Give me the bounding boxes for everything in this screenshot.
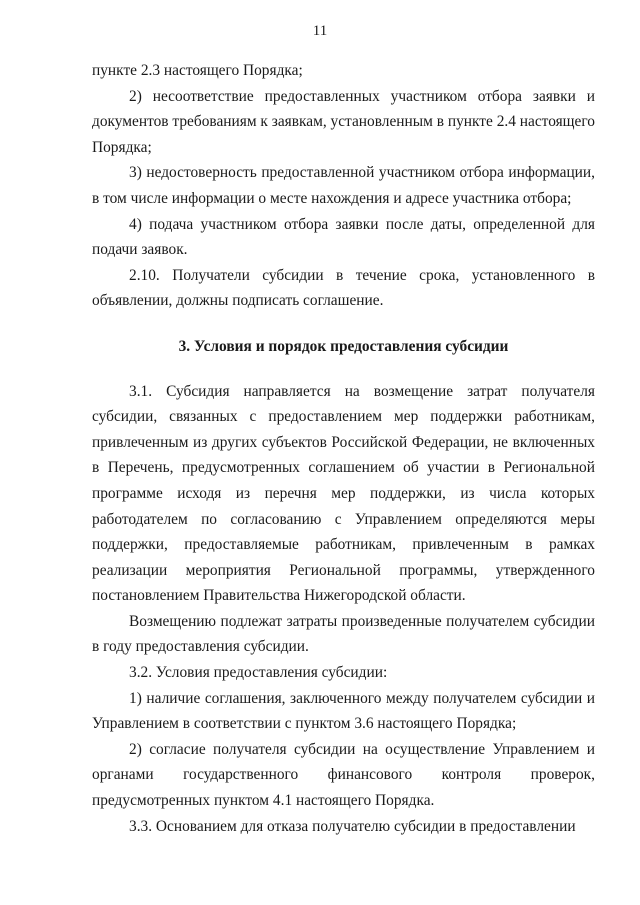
- paragraph: 3.2. Условия предоставления субсидии:: [129, 664, 388, 682]
- paragraph: 4) подача участником отбора заявки после даты, определенной для подачи заявок.: [92, 215, 595, 259]
- paragraph: пункте 2.3 настоящего Порядка;: [92, 62, 303, 79]
- paragraph: Возмещению подлежат затраты произведенные получателем субсидии в году предоставления субсидии.: [92, 612, 595, 656]
- paragraph: 3.1. Субсидия направляется на возмещение затрат получателя субсидии, связанных с предоставлением мер поддержки работникам, привлеченным из других субъектов Российской Федерации, не включенных в Перечень, предусмотренных соглашением об участии в Региональной программе исходя из перечня мер поддержки, из числа которых работодателем по согласованию с Управлением определяются меры поддержки, предоставляемые работникам, привлеченным в рамках реализации мероприятия Региональной программы, утвержденного постановлением Правительства Нижегородской области.: [92, 382, 595, 605]
- paragraph: 2) согласие получателя субсидии на осуществление Управлением и органами государственного финансового контроля проверок, предусмотренных пунктом 4.1 настоящего Порядка.: [92, 740, 595, 810]
- paragraph: 2.10. Получатели субсидии в течение срока, установленного в объявлении, должны подписать соглашение.: [92, 266, 595, 310]
- page-number: 11: [312, 23, 328, 39]
- paragraph: 1) наличие соглашения, заключенного между получателем субсидии и Управлением в соответствии с пунктом 3.6 настоящего Порядка;: [92, 689, 595, 733]
- paragraph: 3) недостоверность предоставленной участником отбора информации, в том числе информации о месте нахождения и адресе участника отбора;: [92, 164, 595, 207]
- section-heading: 3. Условия и порядок предоставления субсидии: [178, 337, 509, 355]
- paragraph: 3.3. Основанием для отказа получателю субсидии в предоставлении: [129, 817, 576, 835]
- paragraph: 2) несоответствие предоставленных участником отбора заявки и документов требованиям к заявкам, установленным в пункте 2.4 настоящего Порядка;: [92, 87, 595, 156]
- document-body: [92, 58, 595, 839]
